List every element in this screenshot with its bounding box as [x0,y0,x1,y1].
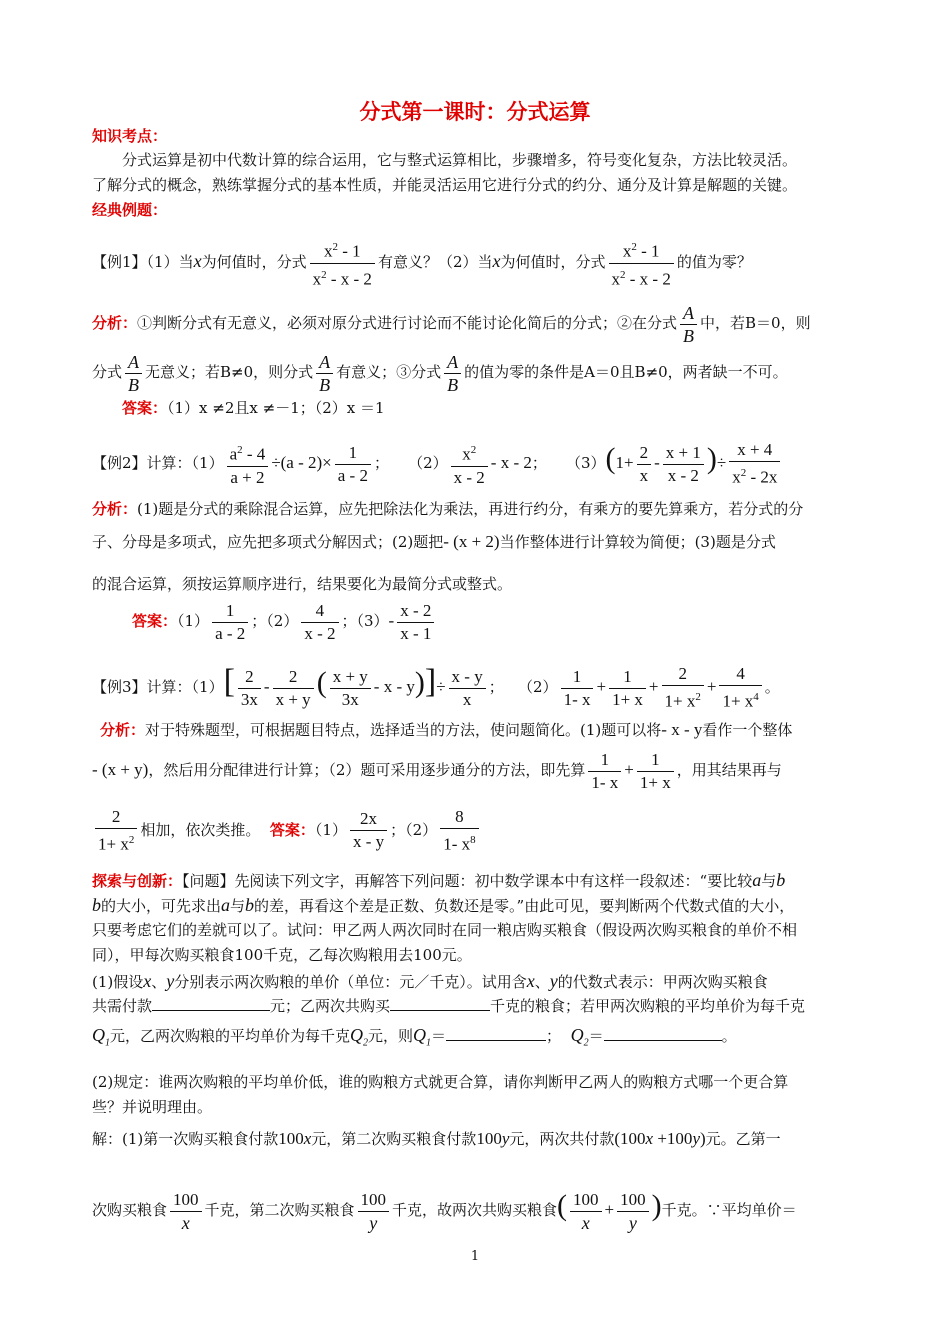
explore-line-2: b的大小，可先求出a与b的差，再看这个差是正数、负数还是零。”由此可见，要判断两个代数式值的大小， [92,895,795,915]
example-1-analysis: 分析：①判断分式有无意义，必须对原分式进行讨论而不能讨论化简后的分式；②在分式 $\frac{A}{B}$ 中，若B＝0，则 [92,302,811,346]
examples-heading: 经典例题： [92,201,168,219]
knowledge-paragraph: 分式运算是初中代数计算的综合运用，它与整式运算相比，步骤增多，符号变化复杂，方法比较灵活。 [122,151,798,169]
question-1: (1)假设x、y分别表示两次购粮的单价（单位：元／千克）。试用含x、y的代数式表示：甲两次购买粮食 [92,971,768,991]
ex1-fraction-2: $\frac{x^2 - 1}{x^2 - x - 2}$ [609,236,674,290]
solution-line-2: 次购买粮食 $\frac{100}{x}$ 千克，第二次购买粮食 $\frac{100}{y}$ 千克，故两次共购买粮食( $\frac{100}{x}$ + $\frac{100}{y}$ )千克。∵平均单价＝ [92,1189,797,1233]
example-1-question: 【例1】（1）当x为何值时，分式 $\frac{x^2 - 1}{x^2 - x - 2}$ 有意义？（2）当x为何值时，分式 $\frac{x^2 - 1}{x^2 - x - 2}$ 的值为零？ [92,236,862,290]
knowledge-paragraph-cont: 了解分式的概念，熟练掌握分式的基本性质，并能灵活运用它进行分式的约分、通分及计算是解题的关键。 [92,176,798,194]
solution-line-1: 解：(1)第一次购买粮食付款100x元，第二次购买粮食付款100y元，两次共付款(100x +100y)元。乙第一 [92,1129,781,1148]
example-3-analysis: 分析：对于特殊题型，可根据题目特点，选择适当的方法，使问题简化。(1)题可以将- x - y看作一个整体 [100,720,793,739]
question-1-end: $Q_1$元，乙两次购粮的平均单价为每千克$Q_2$元，则$Q_1=$ ； $Q_2=$ 。 [92,1025,737,1049]
question-2-cont: 些？并说明理由。 [92,1098,213,1116]
page-title: 分式第一课时：分式运算 [359,100,591,124]
example-2-question: 【例2】计算：（1） $\frac{a^2 - 4}{a + 2}$ ÷(a - 2)× $\frac{1}{a - 2}$ ； （2） $\frac{x^2}{x - 2}$ - x - 2； （3）(1+ $\frac{2}{x}$ - $\frac{x + 1}{x - 2}$ )÷ $\frac{x + 4}{x^2 - 2x}$ [92,431,862,491]
question-1-cont: 共需付款 元；乙两次共购买 千克的粮食；若甲两次购粮的平均单价为每千克 [92,997,806,1015]
example-3-analysis-cont: - (x + y)，然后用分配律进行计算；（2）题可采用逐步通分的方法，即先算 $\frac{1}{1- x}$ + $\frac{1}{1+ x}$ ，用其结果再与 [92,749,782,792]
example-2-analysis-cont: 子、分母是多项式，应先把多项式分解因式；(2)题把- (x + 2)当作整体进行计算较为简便；(3)题是分式 [92,532,776,551]
question-2: (2)规定：谁两次购粮的平均单价低，谁的购粮方式就更合算，请你判断甲乙两人的购粮方式哪一个更合算 [92,1073,789,1091]
example-3-analysis-end: $\frac{2}{1+ x^2}$ 相加，依次类推。 答案：（1） $\frac{2x}{x - y}$ ；（2） $\frac{8}{1- x^8}$ [92,806,862,856]
knowledge-heading: 知识考点： [92,127,168,145]
explore-line-3: 只要考虑它们的差就可以了。试问：甲乙两人两次同时在同一粮店购买粮食（假设两次购买粮食的单价不相 [92,921,798,939]
explore-line-4: 同），甲每次购买粮食100千克，乙每次购粮用去100元。 [92,946,472,964]
ex1-label: 【例1】（1）当 [92,253,194,272]
example-3-question: 【例3】计算：（1）[ $\frac{2}{3x}$ - $\frac{2}{x + y}$ ( $\frac{x + y}{3x}$ - x - y)]÷ $\frac{x - y}{x}$ ； （2） $\frac{1}{1- x}$ + $\frac{1}{1+ x}$ + $\frac{2}{1+ x^2}$ + $\frac{4}{1+ x^4}$ 。 [92,663,780,711]
example-2-analysis: 分析：(1)题是分式的乘除混合运算，应先把除法化为乘法，再进行约分，有乘方的要先算乘方，若分式的分 [92,500,804,518]
page-number: 1 [470,1249,480,1264]
example-1-answer: 答案：（1）x ≠2且x ≠－1；（2）x ＝1 [122,399,385,417]
example-2-answer: 答案：（1） $\frac{1}{a - 2}$ ；（2） $\frac{4}{x - 2}$ ；（3）- $\frac{x - 2}{x - 1}$ [92,598,902,645]
example-2-analysis-end: 的混合运算，须按运算顺序进行，结果要化为最简分式或整式。 [92,575,513,593]
ex1-fraction: $\frac{x^2 - 1}{x^2 - x - 2}$ [310,236,375,290]
explore-problem: 探索与创新：【问题】先阅读下列文字，再解答下列问题：初中数学课本中有这样一段叙述：“要比较a与b [92,870,786,890]
example-1-analysis-cont: 分式 $\frac{A}{B}$ 无意义；若B≠0，则分式 $\frac{A}{B}$ 有意义；③分式 $\frac{A}{B}$ 的值为零的条件是A＝0且B≠0，两者缺一不可。 [92,351,788,395]
